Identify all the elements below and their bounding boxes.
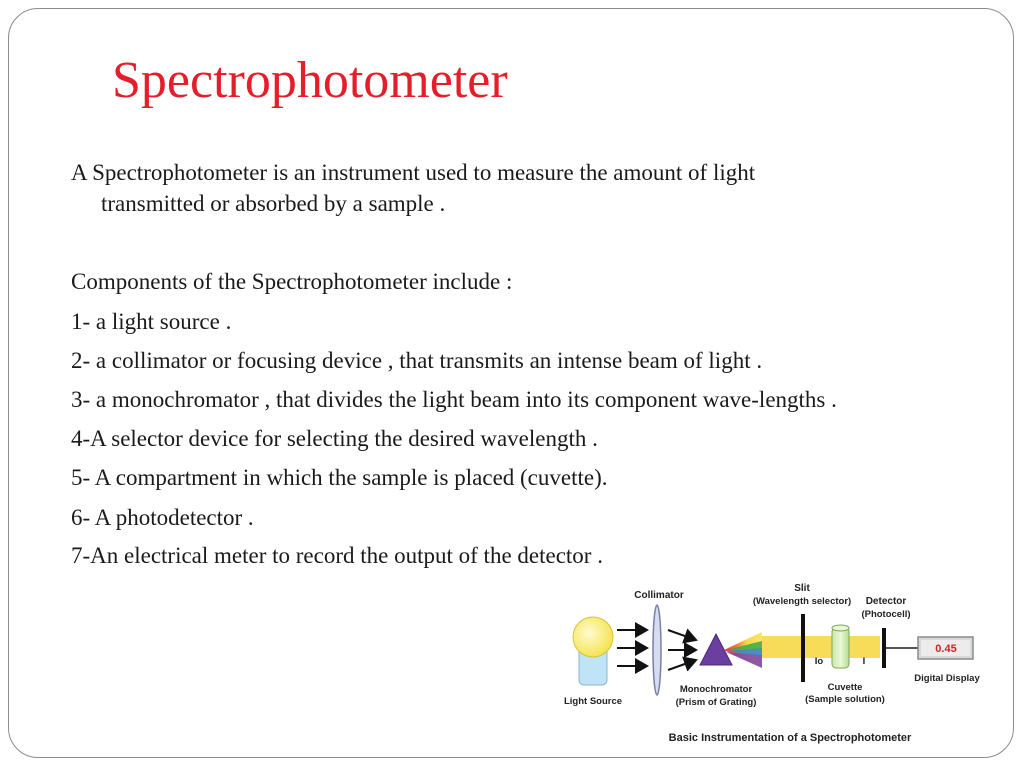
digital-display-label: Digital Display	[914, 673, 980, 684]
collimator-label: Collimator	[634, 590, 684, 601]
monochromator-label: Monochromator	[679, 684, 753, 695]
components-heading: Components of the Spectrophotometer include :	[71, 269, 513, 294]
definition-line-2: transmitted or absorbed by a sample .	[101, 191, 446, 216]
cuvette-sub-label: (Sample solution)	[805, 694, 885, 705]
focus-arrow-1	[668, 630, 696, 640]
slide-title: Spectrophotometer	[112, 52, 508, 109]
slit-sub-label: (Wavelength selector)	[752, 596, 852, 607]
digital-display	[918, 637, 973, 659]
io-label: Io	[814, 656, 824, 667]
component-item-5: 5- A compartment in which the sample is placed (cuvette).	[71, 465, 608, 490]
focus-arrow-3	[668, 660, 696, 670]
light-source	[573, 617, 613, 685]
component-item-6: 6- A photodetector .	[71, 505, 254, 530]
collimator-lens	[653, 605, 661, 695]
cuvette-label: Cuvette	[827, 682, 863, 693]
light-source-label: Light Source	[563, 696, 623, 707]
component-item-4: 4-A selector device for selecting the desired wavelength .	[71, 426, 598, 451]
definition-line-1: A Spectrophotometer is an instrument used to measure the amount of light	[71, 160, 756, 185]
component-item-1: 1- a light source .	[71, 309, 232, 334]
display-value: 0.45	[935, 643, 957, 655]
component-item-3: 3- a monochromator , that divides the light beam into its component wave-lengths .	[71, 387, 837, 412]
i-label: I	[862, 656, 866, 667]
detector-label: Detector	[865, 596, 907, 607]
diagram-caption: Basic Instrumentation of a Spectrophotometer	[668, 732, 912, 744]
detector-sub-label: (Photocell)	[861, 609, 911, 620]
slit-label: Slit	[794, 583, 810, 594]
monochromator-sub-label: (Prism of Grating)	[675, 697, 757, 708]
cuvette	[832, 625, 849, 668]
component-item-7: 7-An electrical meter to record the output of the detector .	[71, 543, 603, 568]
selected-beam	[762, 636, 880, 658]
component-item-2: 2- a collimator or focusing device , that transmits an intense beam of light .	[71, 348, 763, 373]
